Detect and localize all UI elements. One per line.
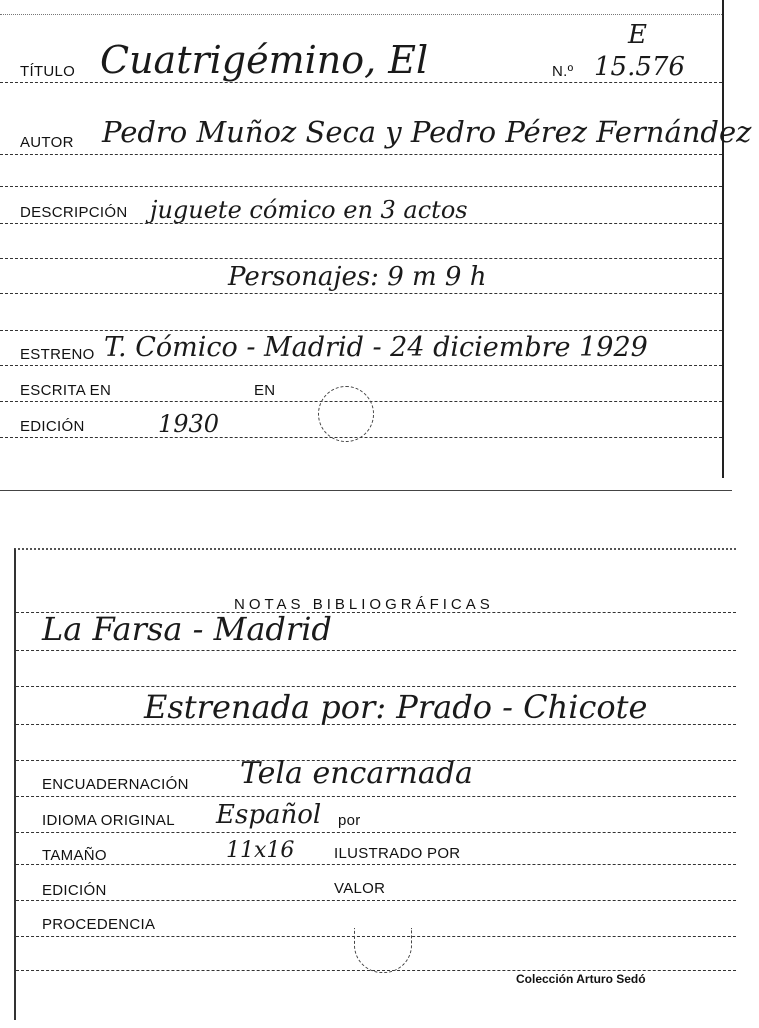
ruled-line xyxy=(16,650,736,651)
value-numero-mark: E xyxy=(628,20,647,50)
label-ilustrado: ILUSTRADO POR xyxy=(334,845,461,862)
catalog-card-main xyxy=(0,0,752,478)
value-estreno: T. Cómico - Madrid - 24 diciembre 1929 xyxy=(104,332,648,363)
value-numero: 15.576 xyxy=(594,52,685,82)
ruled-line xyxy=(16,900,736,901)
label-edicion: EDICIÓN xyxy=(20,418,85,435)
label-encuadernacion: ENCUADERNACIÓN xyxy=(42,776,189,793)
card-divider xyxy=(0,490,732,491)
label-tamano: TAMAÑO xyxy=(42,847,107,864)
value-idioma: Español xyxy=(216,800,322,830)
value-encuadernacion: Tela encarnada xyxy=(240,756,473,791)
note-line-2: Estrenada por: Prado - Chicote xyxy=(144,688,648,726)
label-edicion-2: EDICIÓN xyxy=(42,882,107,899)
ruled-line xyxy=(0,82,722,83)
punch-hole xyxy=(354,928,412,973)
value-tamano: 11x16 xyxy=(226,838,295,863)
label-procedencia: PROCEDENCIA xyxy=(42,916,156,933)
label-en: EN xyxy=(254,382,276,399)
value-titulo: Cuatrigémino, El xyxy=(100,38,429,82)
label-estreno: ESTRENO xyxy=(20,346,95,363)
label-escrita-en: ESCRITA EN xyxy=(20,382,112,399)
label-valor: VALOR xyxy=(334,880,386,897)
label-autor: AUTOR xyxy=(20,134,74,151)
label-descripcion: DESCRIPCIÓN xyxy=(20,204,128,221)
ruled-line xyxy=(16,864,736,865)
ruled-line xyxy=(0,186,722,187)
value-descripcion: juguete cómico en 3 actos xyxy=(150,196,468,224)
catalog-card-notes xyxy=(14,548,736,1020)
ruled-line xyxy=(0,154,722,155)
note-line-1: La Farsa - Madrid xyxy=(42,610,332,648)
collection-credit: Colección Arturo Sedó xyxy=(516,972,646,986)
card-top-edge xyxy=(0,14,722,15)
ruled-line xyxy=(0,293,722,294)
notes-heading: NOTAS BIBLIOGRÁFICAS xyxy=(234,596,494,613)
label-por: por xyxy=(338,812,361,829)
value-personajes: Personajes: 9 m 9 h xyxy=(228,262,487,292)
label-idioma: IDIOMA ORIGINAL xyxy=(42,812,175,829)
ruled-line xyxy=(0,258,722,259)
ruled-line xyxy=(16,832,736,833)
ruled-line xyxy=(0,330,722,331)
punch-hole xyxy=(318,386,374,442)
ruled-line xyxy=(16,796,736,797)
value-autor: Pedro Muñoz Seca y Pedro Pérez Fernández xyxy=(102,115,752,149)
value-edicion: 1930 xyxy=(158,410,220,438)
label-titulo: TÍTULO xyxy=(20,63,76,80)
label-numero: N.º xyxy=(552,63,574,80)
ruled-line xyxy=(16,686,736,687)
ruled-line xyxy=(0,365,722,366)
